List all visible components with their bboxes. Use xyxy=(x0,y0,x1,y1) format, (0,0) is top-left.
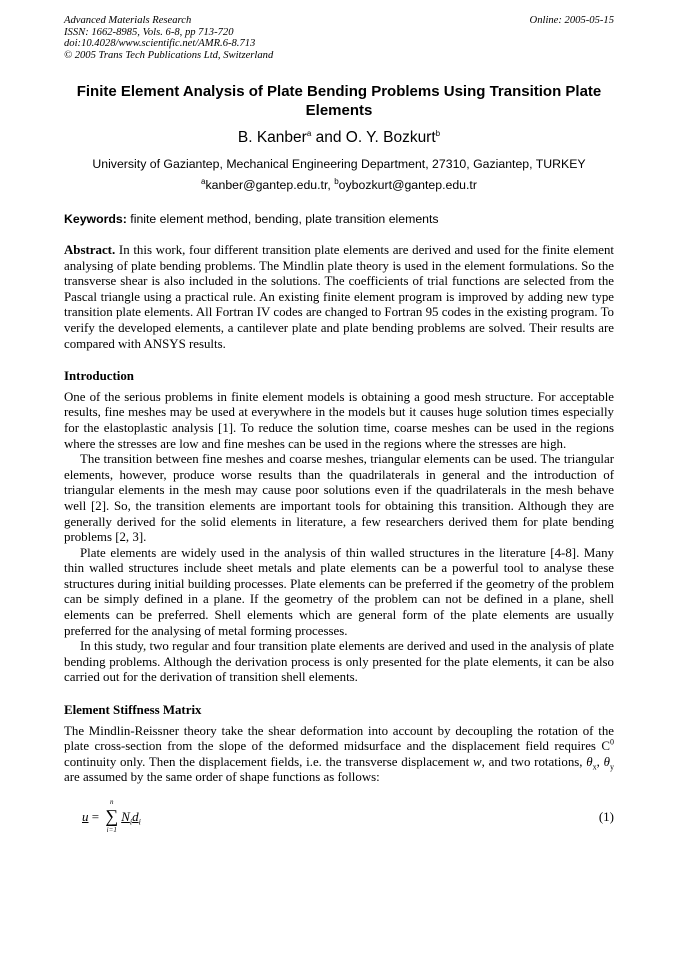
text: The Mindlin-Reissner theory take the shear deformation into account by decoupling the rotation of the plate cross-section from the slope of the deformed midsurface and the displacement field requires C xyxy=(64,723,614,754)
text: , xyxy=(596,754,604,769)
affil-mark: a xyxy=(201,176,206,186)
sum-upper: n xyxy=(110,798,114,806)
subscript: i xyxy=(129,817,133,827)
equation-number: (1) xyxy=(598,808,614,824)
affiliation: University of Gaziantep, Mechanical Engineering Department, 27310, Gaziantep, TURKEY xyxy=(92,157,586,171)
abstract xyxy=(64,243,614,352)
keywords-label: Keywords: xyxy=(64,212,127,226)
paragraph xyxy=(64,724,614,786)
paragraph: In this study, two regular and four transition plate elements are derived and used in the analysis of plate bending problems. Although the derivation process is only presented for the plate elements, it can be also carried out for the derivation of transition shell elements. xyxy=(64,639,614,685)
emails xyxy=(64,178,614,192)
affil-mark: b xyxy=(435,128,441,138)
eq-rhs xyxy=(121,808,141,827)
affil-mark: b xyxy=(334,176,339,186)
eq-lhs: u xyxy=(82,808,89,824)
subscript: y xyxy=(610,762,614,772)
sum-lower: i=1 xyxy=(106,826,117,834)
doi: doi:10.4028/www.scientific.net/AMR.6-8.713 xyxy=(64,38,256,50)
section-heading-stiffness: Element Stiffness Matrix xyxy=(64,703,202,718)
paragraph: The transition between fine meshes and coarse meshes, triangular elements can be used. The triangular elements, however, produce worse results than the quadrilaterals in general and the introduction of triangular elements in the mesh may cause poor solutions even if the quadrilaterals in the mesh behave well [2]. So, the transition elements are important tools for obtaining this transition. Although they are generally derived for the solid elements in literature, a few researchers derived them for plate bending problems [2, 3]. xyxy=(64,452,614,545)
paragraph: Plate elements are widely used in the analysis of thin walled structures in the literature [4-8]. Many thin walled structures include sheet metals and plate elements can be a powerful tool to analyse these structures during initial building processes. Plate elements can be preferred if the geometry of the problem can be simply defined in a plane. If the geometry of the problem can not be defined in a plane, shell elements can be preferred. Shell elements which are general form of the plate elements are usually preferred for the analysing of metal forming processes. xyxy=(64,545,614,638)
symbol-d: d xyxy=(132,808,139,824)
symbol-theta: θ xyxy=(586,754,593,769)
keywords xyxy=(64,212,439,226)
abstract-text: In this work, four different transition plate elements are derived and used for the finite element analysing of plate bending problems. The Mindlin plate theory is used in the element formulations. So the transverse shear is also included in the solutions. The coefficients of trial functions are selected from the Pascal triangle using a practical rule. An existing finite element program is improved by adding new type transition plate elements. All Fortran IV codes are changed to Fortran 95 codes in the existing program. To verify the developed elements, a cantilever plate and plate bending problems are solved. Their results are compared with ANSYS results. xyxy=(64,243,614,351)
eq-equals: = xyxy=(88,808,103,824)
symbol-w: w xyxy=(473,754,482,769)
sum-symbol: ∑ xyxy=(105,806,119,826)
affil-mark: a xyxy=(306,128,312,138)
author-1: B. Kanber xyxy=(237,129,307,146)
text: are assumed by the same order of shape functions as follows: xyxy=(64,770,380,785)
text: continuity only. Then the displacement fields, i.e. the transverse displacement xyxy=(64,754,474,769)
equation-1 xyxy=(64,798,614,834)
section-heading-introduction: Introduction xyxy=(64,369,134,384)
paragraph: One of the serious problems in finite element models is obtaining a good mesh structure. For acceptable results, fine meshes may be used at everywhere in the models but it causes huge solution times especially for the elastoplastic analysis [1]. To reduce the solution time, coarse meshes can be used in the regions where the stresses are low and fine meshes can be used in the regions where the stresses are high. xyxy=(64,389,614,451)
paper-body xyxy=(64,243,614,834)
sum-stack xyxy=(105,798,118,834)
subscript: x xyxy=(592,762,597,772)
keywords-text: finite element method, bending, plate transition elements xyxy=(126,212,439,226)
copyright: © 2005 Trans Tech Publications Ltd, Switzerland xyxy=(64,49,274,61)
abstract-label: Abstract. xyxy=(64,243,116,257)
superscript: 0 xyxy=(610,737,614,747)
subscript: i xyxy=(138,817,141,827)
email-1[interactable]: kanber@gantep.edu.tr, xyxy=(205,178,335,192)
symbol-N: N xyxy=(121,808,130,824)
symbol-theta: θ xyxy=(603,754,610,769)
author-2: O. Y. Bozkurt xyxy=(345,129,436,146)
and: and xyxy=(311,129,346,146)
journal-name: Advanced Materials Research xyxy=(64,15,192,26)
authors xyxy=(64,129,614,147)
journal-header xyxy=(64,15,273,61)
email-2[interactable]: oybozkurt@gantep.edu.tr xyxy=(338,178,477,192)
paper-title: Finite Element Analysis of Plate Bending Problems Using Transition Plate Elements xyxy=(76,83,602,119)
text: , and two rotations, xyxy=(481,754,587,769)
online-date: Online: 2005-05-15 xyxy=(529,15,614,26)
issn: ISSN: 1662-8985, Vols. 6-8, pp 713-720 xyxy=(64,26,234,38)
